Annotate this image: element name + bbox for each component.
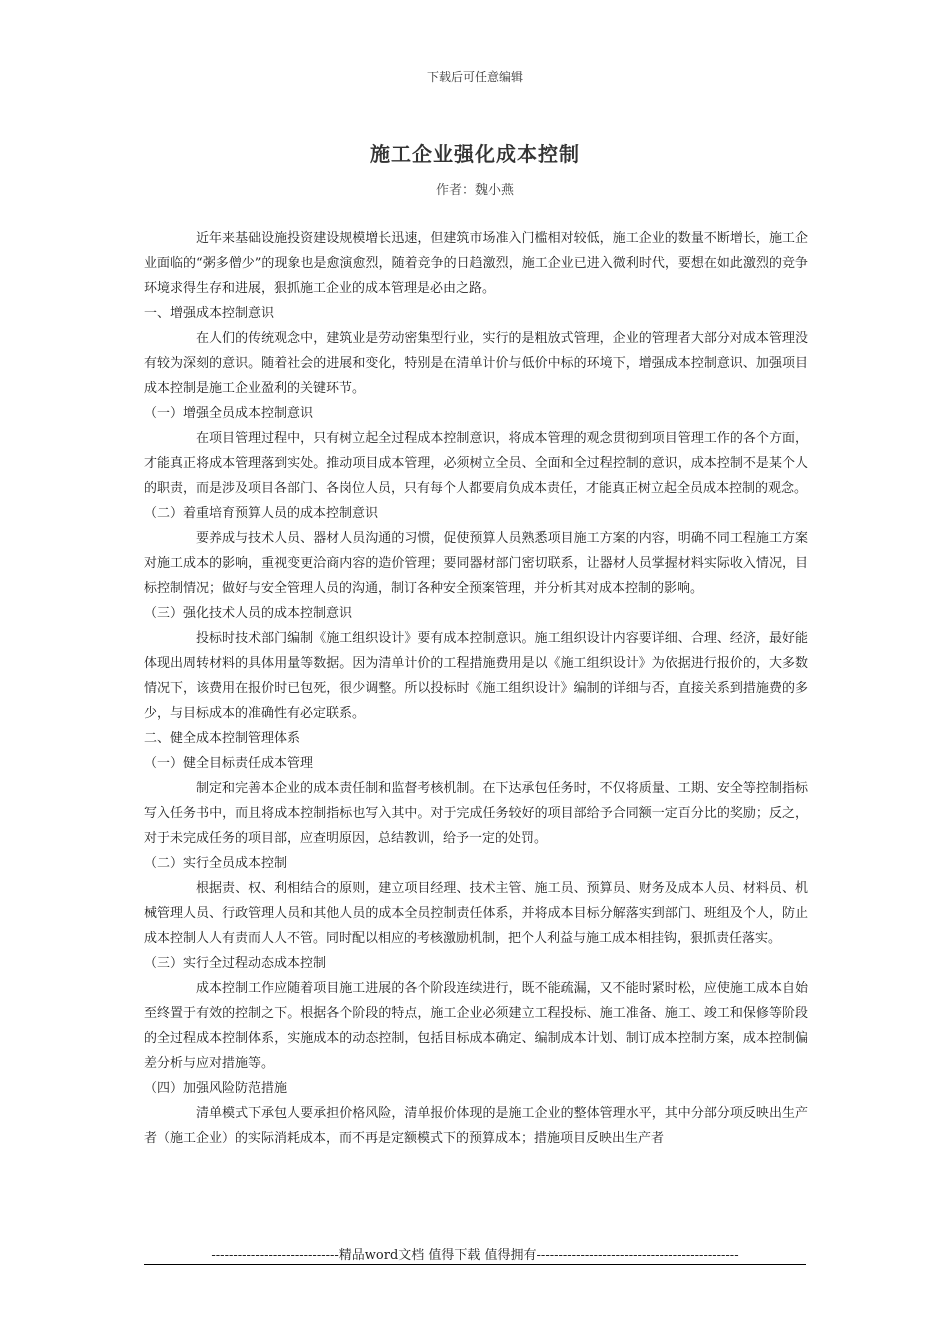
- paragraph-2-3: 成本控制工作应随着项目施工进展的各个阶段连续进行，既不能疏漏，又不能时紧时松，应使施工成本自始至终置于有效的控制之下。根据各个阶段的特点，施工企业必须建立工程投标、施工准备、施工、竣工和保修等阶段的全过程成本控制体系，实施成本的动态控制，包括目标成本确定、编制成本计划、制订成本控制方案，成本控制偏差分析与应对措施等。: [144, 981, 808, 1071]
- paragraph-section-1: 在人们的传统观念中，建筑业是劳动密集型行业，实行的是粗放式管理，企业的管理者大部分对成本管理没有较为深刻的意识。随着社会的进展和变化，特别是在清单计价与低价中标的环境下，增强成本控制意识、加强项目成本控制是施工企业盈利的关键环节。: [144, 331, 808, 396]
- section-heading-1: 一、增强成本控制意识: [144, 306, 275, 321]
- paragraph-1-2: 要养成与技术人员、器材人员沟通的习惯，促使预算人员熟悉项目施工方案的内容，明确不同工程施工方案对施工成本的影响，重视变更洽商内容的造价管理；要同器材部门密切联系，让器材人员掌握材料实际收入情况，目标控制情况；做好与安全管理人员的沟通，制订各种安全预案管理，并分析其对成本控制的影响。: [144, 531, 808, 596]
- subsection-heading-2-4: （四）加强风险防范措施: [144, 1081, 288, 1096]
- footer-rule: [144, 1264, 806, 1265]
- subsection-heading-2-1: （一）健全目标责任成本管理: [144, 756, 314, 771]
- paragraph-2-2: 根据责、权、利相结合的原则，建立项目经理、技术主管、施工员、预算员、财务及成本人员、材料员、机械管理人员、行政管理人员和其他人员的成本全员控制责任体系，并将成本目标分解落实到部门、班组及个人，防止成本控制人人有责而人人不管。同时配以相应的考核激励机制，把个人利益与施工成本相挂钩，狠抓责任落实。: [144, 881, 808, 946]
- subsection-heading-1-2: （二）着重培育预算人员的成本控制意识: [144, 506, 379, 521]
- paragraph-2-1: 制定和完善本企业的成本责任制和监督考核机制。在下达承包任务时，不仅将质量、工期、安全等控制指标写入任务书中，而且将成本控制指标也写入其中。对于完成任务较好的项目部给予合同额一定百分比的奖励；反之，对于未完成任务的项目部，应查明原因，总结教训，给予一定的处罚。: [144, 781, 808, 846]
- author-line: 作者：魏小燕: [435, 183, 514, 198]
- document-title: 施工企业强化成本控制: [370, 142, 580, 166]
- section-heading-2: 二、健全成本控制管理体系: [144, 731, 301, 746]
- page-header: 下载后可任意编辑: [426, 70, 523, 84]
- paragraph-intro: 近年来基础设施投资建设规模增长迅速，但建筑市场准入门槛相对较低，施工企业的数量不断增长，施工企业面临的“粥多僧少”的现象也是愈演愈烈，随着竞争的日趋激烈，施工企业已进入微利时代，要想在如此激烈的竞争环境求得生存和进展，狠抓施工企业的成本管理是必由之路。: [144, 231, 808, 296]
- paragraph-1-3: 投标时技术部门编制《施工组织设计》要有成本控制意识。施工组织设计内容要详细、合理、经济，最好能体现出周转材料的具体用量等数据。因为清单计价的工程措施费用是以《施工组织设计》为依据进行报价的，大多数情况下，该费用在报价时已包死，很少调整。所以投标时《施工组织设计》编制的详细与否，直接关系到措施费的多少，与目标成本的准确性有必定联系。: [144, 631, 808, 721]
- paragraph-1-1: 在项目管理过程中，只有树立起全过程成本控制意识，将成本管理的观念贯彻到项目管理工作的各个方面，才能真正将成本管理落到实处。推动项目成本管理，必须树立全员、全面和全过程控制的意识，成本控制不是某个人的职责，而是涉及项目各部门、各岗位人员，只有每个人都要肩负成本责任，才能真正树立起全员成本控制的观念。: [144, 431, 808, 496]
- subsection-heading-1-1: （一）增强全员成本控制意识: [144, 406, 314, 421]
- paragraph-2-4: 清单模式下承包人要承担价格风险，清单报价体现的是施工企业的整体管理水平，其中分部分项反映出生产者（施工企业）的实际消耗成本，而不再是定额模式下的预算成本；措施项目反映出生产者: [144, 1106, 808, 1146]
- document-body: [144, 226, 808, 1151]
- subsection-heading-1-3: （三）强化技术人员的成本控制意识: [144, 606, 353, 621]
- subsection-heading-2-2: （二）实行全员成本控制: [144, 856, 288, 871]
- page-footer: -----------------------------精品word文档 值得下载 值得拥有----------------------------------------------: [211, 1248, 739, 1263]
- subsection-heading-2-3: （三）实行全过程动态成本控制: [144, 956, 327, 971]
